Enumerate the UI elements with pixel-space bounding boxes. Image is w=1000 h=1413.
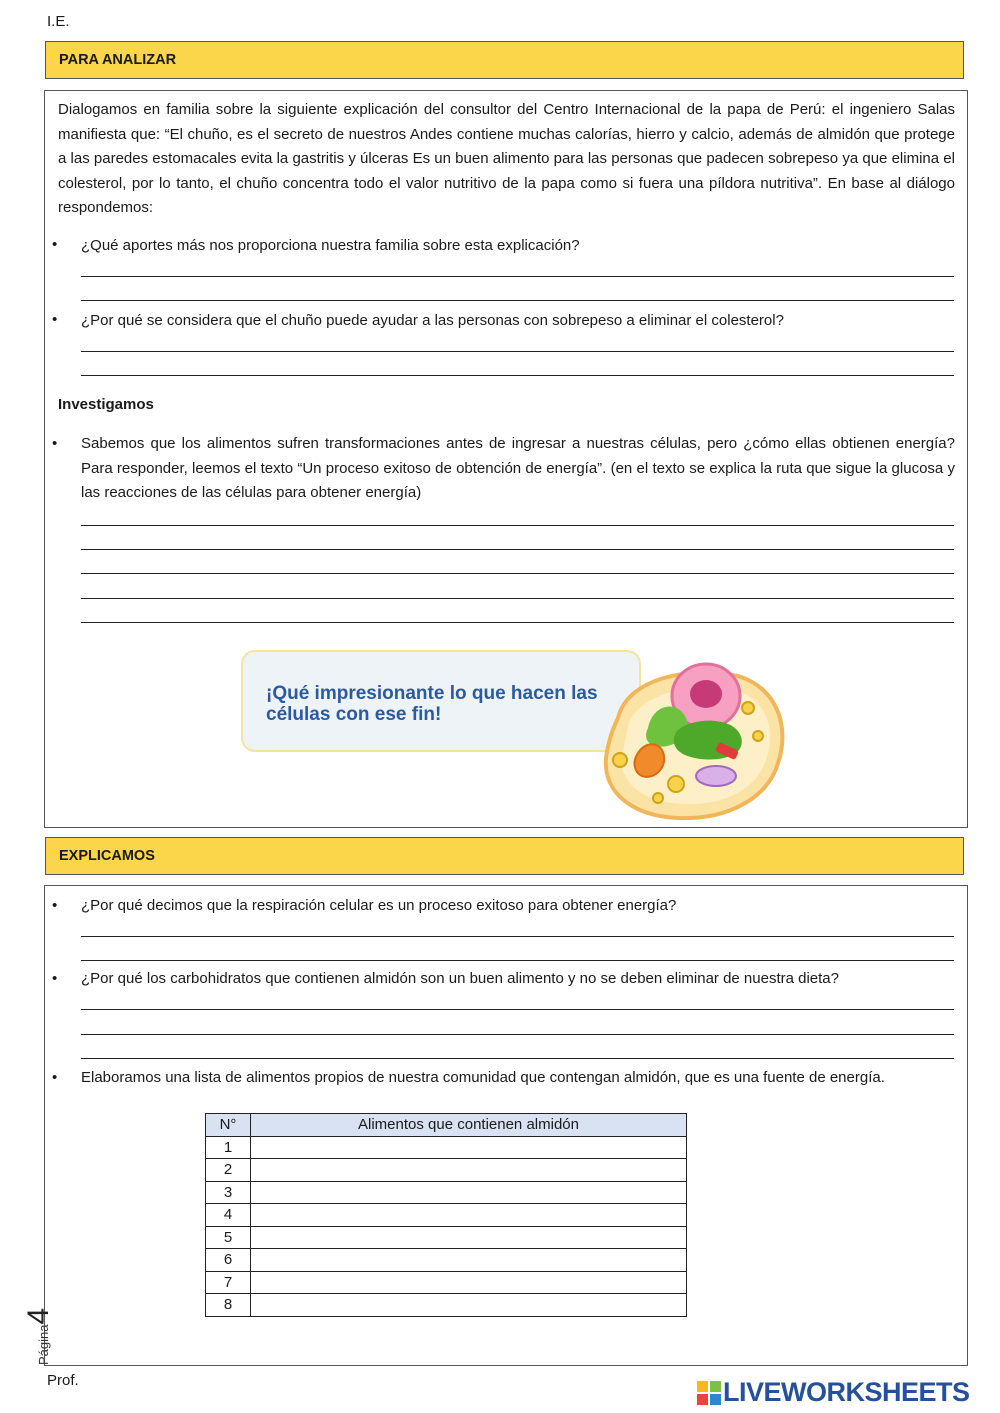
table-header-food: Alimentos que contienen almidón [251, 1114, 687, 1137]
question-2: ¿Por qué se considera que el chuño puede ayudar a las personas con sobrepeso a eliminar el colesterol? [81, 312, 784, 329]
row-number: 7 [206, 1271, 251, 1294]
food-input-cell[interactable] [251, 1226, 687, 1249]
table-row [206, 1181, 687, 1204]
bullet-icon: • [52, 897, 58, 914]
row-number: 2 [206, 1159, 251, 1182]
answer-line[interactable] [81, 549, 954, 550]
table-row [206, 1249, 687, 1272]
bullet-icon: • [52, 236, 58, 253]
brand-name: LIVEWORKSHEETS [723, 1377, 970, 1407]
table-row [206, 1294, 687, 1317]
answer-line[interactable] [81, 960, 954, 961]
row-number: 8 [206, 1294, 251, 1317]
row-number: 1 [206, 1136, 251, 1159]
answer-line[interactable] [81, 351, 954, 352]
food-input-cell[interactable] [251, 1204, 687, 1227]
food-input-cell[interactable] [251, 1294, 687, 1317]
food-input-cell[interactable] [251, 1136, 687, 1159]
liveworksheets-logo-icon [697, 1381, 721, 1405]
bullet-icon: • [52, 970, 58, 987]
row-number: 4 [206, 1204, 251, 1227]
intro-paragraph: Dialogamos en familia sobre la siguiente explicación del consultor del Centro Internacional de la papa de Perú: el ingeniero Salas manifiesta que: “El chuño, es el secreto de nuestros Andes contiene muchas calorías, hierro y calcio, además de almidón que protege a las paredes estomacales evita la gastritis y úlceras Es un buen alimento para las personas que padecen sobrepeso ya que elimina el colesterol, por lo tanto, el chuño concentra todo el valor nutritivo de la papa como si fuera una píldora nutritiva”. En base al diálogo respondemos: [58, 101, 955, 216]
section-title-explicamos: EXPLICAMOS [45, 837, 964, 875]
table-header-number: N° [206, 1114, 251, 1137]
table-row [206, 1159, 687, 1182]
answer-line[interactable] [81, 1009, 954, 1010]
answer-line[interactable] [81, 936, 954, 937]
prof-label: Prof. [47, 1372, 79, 1389]
table-row [206, 1226, 687, 1249]
answer-line[interactable] [81, 1058, 954, 1059]
bullet-icon: • [52, 311, 58, 328]
bullet-icon: • [52, 435, 58, 452]
investigamos-text: Sabemos que los alimentos sufren transformaciones antes de ingresar a nuestras células, pero ¿cómo ellas obtienen energía? Para responder, leemos el texto “Un proceso exitoso de obtención de energía”. (en el texto se explica la ruta que sigue la glucosa y las reacciones de las células para obtener energía) [81, 435, 955, 501]
row-number: 3 [206, 1181, 251, 1204]
answer-line[interactable] [81, 525, 954, 526]
table-row [206, 1204, 687, 1227]
food-input-cell[interactable] [251, 1159, 687, 1182]
food-input-cell[interactable] [251, 1181, 687, 1204]
food-input-cell[interactable] [251, 1249, 687, 1272]
ie-label: I.E. [47, 13, 70, 30]
page-number: 4 [22, 1307, 55, 1325]
answer-line[interactable] [81, 300, 954, 301]
explicamos-question-2: ¿Por qué los carbohidratos que contienen almidón son un buen alimento y no se deben eliminar de nuestra dieta? [81, 970, 839, 987]
table-row [206, 1271, 687, 1294]
question-1: ¿Qué aportes más nos proporciona nuestra familia sobre esta explicación? [81, 237, 580, 254]
starch-foods-table [205, 1113, 687, 1317]
answer-line[interactable] [81, 375, 954, 376]
subheading-investigamos: Investigamos [58, 396, 154, 413]
page-label: Página [36, 1324, 51, 1365]
answer-line[interactable] [81, 276, 954, 277]
page-number-label [22, 1308, 56, 1365]
bullet-icon: • [52, 1069, 58, 1086]
explicamos-question-3: Elaboramos una lista de alimentos propios de nuestra comunidad que contengan almidón, que es una fuente de energía. [81, 1069, 885, 1086]
answer-line[interactable] [81, 598, 954, 599]
row-number: 6 [206, 1249, 251, 1272]
food-input-cell[interactable] [251, 1271, 687, 1294]
section-title-para-analizar: PARA ANALIZAR [45, 41, 964, 79]
table-row [206, 1136, 687, 1159]
liveworksheets-logo[interactable] [697, 1376, 997, 1408]
answer-line[interactable] [81, 622, 954, 623]
answer-line[interactable] [81, 573, 954, 574]
speech-bubble-text: ¡Qué impresionante lo que hacen las células con ese fin! [266, 683, 598, 725]
answer-line[interactable] [81, 1034, 954, 1035]
row-number: 5 [206, 1226, 251, 1249]
cell-illustration [598, 658, 788, 823]
explicamos-question-1: ¿Por qué decimos que la respiración celular es un proceso exitoso para obtener energía? [81, 897, 677, 914]
